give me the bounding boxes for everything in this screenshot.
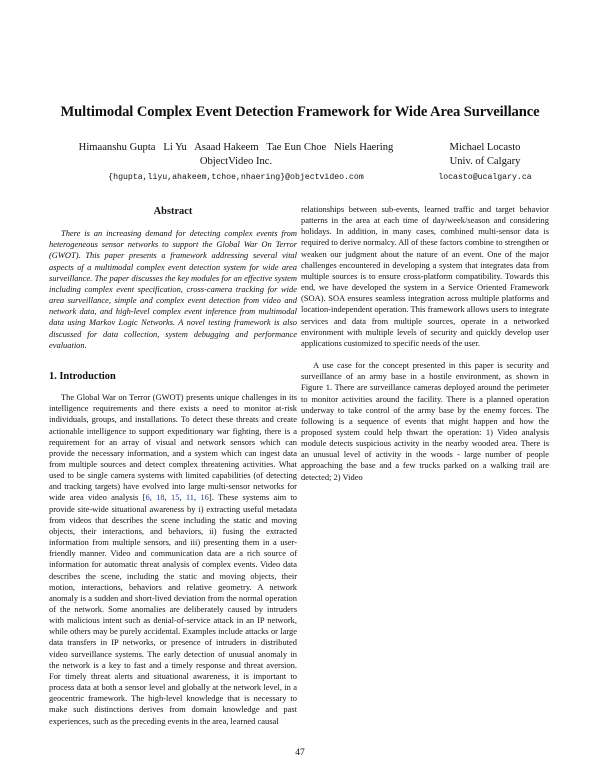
author-email: {hgupta,liyu,ahakeem,tchoe,nhaering}@objectvideo.com <box>108 173 364 182</box>
abstract-text: There is an increasing demand for detecting complex events from heterogeneous sensor networks to support the Global War On Terror (GWOT). This paper presents a framework addressing several vital aspects of a multimodal complex event detection system for wide area surveillance. The paper discusses the key modules for an effective system including complex event specification, cross-camera tracking for wide area surveillance, simple and complex event detection from video and network data, and high-level complex event inference from multimodal data using Markov Logic Networks. A novel testing framework is also discussed for data collection, system debugging and performance evaluation. <box>49 228 297 350</box>
author-block-left <box>45 141 427 185</box>
citation[interactable]: 11 <box>185 492 195 503</box>
author-affiliation-right: Univ. of Calgary <box>449 156 521 167</box>
intro-paragraph-2: A use case for the concept presented in this paper is security and surveillance of an army base in a hostile environment, as shown in Figure 1. There are surveillance cameras deployed around the perimeter to monitor activities around the facility. There is a planned operation underway to take control of the army base by the enemy forces. The following is a sequence of events that might happen and how the proposed system could help thwart the operation: 1) Video analysis module detects suspicious activity in the nearby wooded area. There is an unusual level of activity in the woods - large number of people approaching the base and a few trucks parked on a walking trail are detected; 2) Video <box>301 360 549 482</box>
right-column <box>301 204 549 714</box>
author-names-right: Michael Locasto <box>449 142 521 153</box>
intro-paragraph-1-continued: relationships between sub-events, learned traffic and target behavior patterns in the area at each time of day/week/season and considering holidays. In addition, in many cases, combined multi-sensor data is required to derive normalcy. All of these factors combine to strengthen or weaken our judgment about the nature of an event. One of the major challenges encountered in developing a system that integrates data from multiple sources is to ensure cross-platform compatibility. Towards this end, we have developed the system in a Service Oriented Framework (SOA). SOA ensures seamless integration across multiple platforms and location-independent operation. This framework allows users to integrate services and data from multiple sources, operate in a networked environment with multiple levels of security and quickly develop user applications customized to specific needs of the user. <box>301 204 549 348</box>
author-email-right: locasto@ucalgary.ca <box>438 173 532 182</box>
author-names: Himaanshu Gupta Li Yu Asaad Hakeem Tae Eun Choe Niels Haering <box>78 142 394 153</box>
intro-paragraph-1: The Global War on Terror (GWOT) presents unique challenges in its intelligence requirements and there exists a need to monitor at-risk individuals, groups, and installations. To detect these threats and create actionable intelligence to support expeditionary war fighting, there is a requirement for an array of visual and network sensors which can provide the necessary information, and a system which can ingest data from multiple sources and detect complex threatening activities. What used to be single camera systems with limited capabilities (of detecting and tracking targets) have evolved into large multi-sensor networks for wide area video analysis [6, 18, 15, 11, 16]. These systems aim to provide site-wide situational awareness by i) extracting useful metadata from videos that describes the scene including the static and moving objects, their interactions, and behaviors, ii) fusing the extracted information from multiple sensors, and iii) presenting them in a user-friendly manner. Video and communication data are a rich source of information for automatic threat analysis of complex events. Video data describes the scene, including the static and moving objects, their motion, interactions, behaviors and relative geometry. A network anomaly is a sudden and short-lived deviation from the normal operation of the network. Some anomalies are deliberately caused by intruders with malicious intent such as denial-of-service attack in an IP network, while others may be purely accidental. Examples include attacks or large data transfers in IP networks, or presence of intruders in distributed video surveillance systems. The early detection of unusual anomaly in the network is a key to fast and a timely response and threat aversion. For timely threat alerts and situational awareness, it is important to process data at both a sensor level and globally at the network level, in a geocentric framework. The high-level knowledge that is necessary to make such distinctions derives from domain knowledge and past experiences, such as the preceding events in the area, learned causal <box>49 392 298 726</box>
author-block-right <box>415 141 555 185</box>
left-column <box>49 204 297 727</box>
intro-text-start: The Global War on Terror (GWOT) presents unique challenges in its intelligence requirements and there exists a need to monitor at-risk individuals, groups, and installations. To detect these threats and create actionable intelligence to support expeditionary war fighting, there is a requirement for an array of visual and network sensors which can provide the necessary information, and a system which can ingest data from multiple sources and detect complex threatening activities. What used to be single camera systems with limited capabilities (of detecting and tracking targets) have evolved into large multi-sensor networks for wide area video analysis [ <box>49 392 297 503</box>
author-affiliation: ObjectVideo Inc. <box>199 156 273 167</box>
paper-title: Multimodal Complex Event Detection Framework for Wide Area Surveillance <box>60 104 540 120</box>
paragraph-spacer <box>301 349 549 360</box>
citation[interactable]: 6 <box>145 492 150 503</box>
citation[interactable]: 18 <box>156 492 165 503</box>
page-number: 47 <box>295 748 305 758</box>
section-heading-introduction: 1. Introduction <box>49 370 116 382</box>
citation[interactable]: 15 <box>171 492 180 503</box>
abstract-heading: Abstract <box>153 206 193 217</box>
intro-text-continued: ]. These systems aim to provide site-wide situational awareness by i) extracting useful metadata from videos that describes the scene including the static and moving objects, their interactions, and behaviors, ii) fusing the extracted information from multiple sensors, and iii) presenting them in a user-friendly manner. Video and communication data are a rich source of information for automatic threat analysis of complex events. Video data describes the scene, including the static and moving objects, their motion, interactions, behaviors and relative geometry. A network anomaly is a sudden and short-lived deviation from the normal operation of the network. Some anomalies are deliberately caused by intruders with malicious intent such as denial-of-service attack in an IP network, while others may be purely accidental. Examples include attacks or large data transfers in IP networks, or presence of intruders in distributed video surveillance systems. The early detection of unusual anomaly in the network is a key to fast and a timely response and threat aversion. For timely threat alerts and situational awareness, it is important to process data at both a sensor level and globally at the network level, in a geocentric framework. The high-level knowledge that is necessary to make such distinctions derives from domain knowledge and past experiences, such as the preceding events in the area, learned causal <box>49 492 298 726</box>
citation[interactable]: 16 <box>200 492 209 503</box>
